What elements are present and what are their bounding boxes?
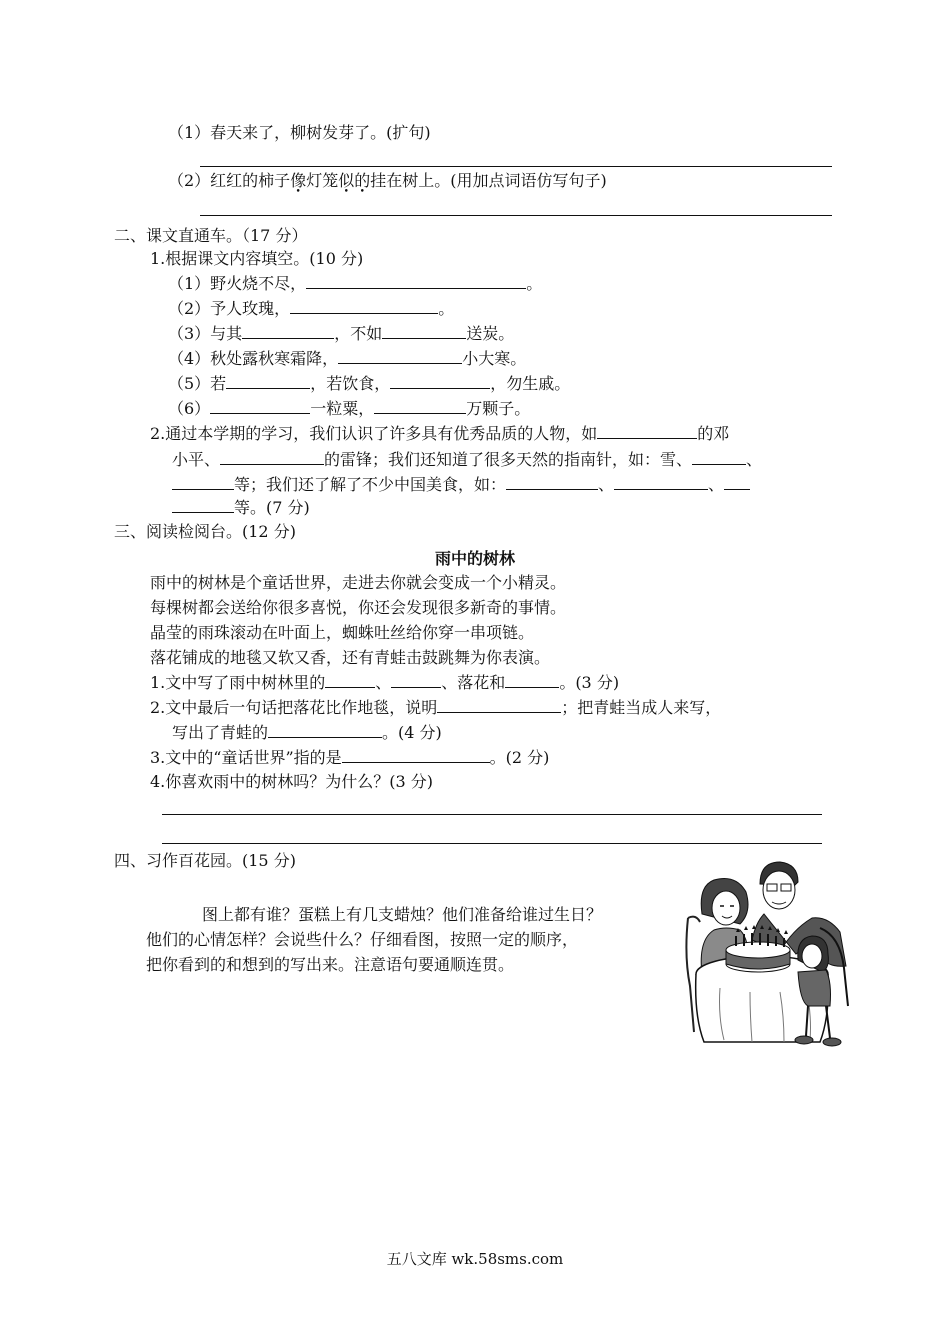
answer-line xyxy=(200,215,832,216)
sec2-question-2-line2: 小平、 的雷锋；我们还知道了很多天然的指南针，如：雪、 、 xyxy=(172,450,763,469)
footer-watermark: 五八文库 wk.58sms.com xyxy=(386,1250,564,1268)
reading-question-2-line2: 写出了青蛙的 。(4 分) xyxy=(172,723,442,742)
fill-item-1: （1）野火烧不尽， 。 xyxy=(168,274,543,293)
blank[interactable] xyxy=(390,372,490,389)
writing-prompt-line: 把你看到的和想到的写出来。注意语句要通顺连贯。 xyxy=(146,955,515,974)
dotted-word: 似 xyxy=(338,171,355,190)
reading-title: 雨中的树林 xyxy=(434,549,515,568)
fill-item-6: （6） 一粒粟， 万颗子。 xyxy=(168,399,531,418)
sec2-question-2-line3: 等；我们还了解了不少中国美食，如： 、 、 xyxy=(172,473,750,496)
blank[interactable] xyxy=(306,272,526,289)
answer-line xyxy=(200,166,832,167)
blank[interactable] xyxy=(382,322,466,339)
poem-line: 每棵树都会送给你很多喜悦，你还会发现很多新奇的事情。 xyxy=(150,598,567,617)
poem-line: 晶莹的雨珠滚动在叶面上，蜘蛛吐丝给你穿一串项链。 xyxy=(150,623,535,642)
reading-question-3: 3.文中的“童话世界”指的是 。(2 分) xyxy=(150,748,550,767)
blank[interactable] xyxy=(268,721,382,738)
birthday-family-illustration xyxy=(680,856,860,1052)
blank[interactable] xyxy=(614,473,708,490)
blank[interactable] xyxy=(226,372,310,389)
blank[interactable] xyxy=(210,397,310,414)
blank[interactable] xyxy=(505,671,559,688)
blank[interactable] xyxy=(220,448,324,465)
writing-prompt-line: 图上都有谁？蛋糕上有几支蜡烛？他们准备给谁过生日？ xyxy=(202,905,603,924)
blank[interactable] xyxy=(437,696,561,713)
blank[interactable] xyxy=(338,347,462,364)
blank[interactable] xyxy=(597,422,697,439)
blank[interactable] xyxy=(692,448,746,465)
blank[interactable] xyxy=(391,671,441,688)
q-imitate-sentence: （2）红红的柿子像灯笼似的挂在树上。(用加点词语仿写句子) xyxy=(168,171,607,190)
q-expand-sentence: （1）春天来了，柳树发芽了。(扩句) xyxy=(168,123,431,142)
blank[interactable] xyxy=(172,473,234,490)
section-2-header: 二、课文直通车。（17 分） xyxy=(114,226,308,245)
answer-line xyxy=(162,843,822,844)
sec2-question-2-line4: 等。(7 分) xyxy=(172,496,310,519)
answer-line xyxy=(162,814,822,815)
writing-prompt-line: 他们的心情怎样？会说些什么？仔细看图，按照一定的顺序， xyxy=(146,930,579,949)
section-4-header: 四、习作百花园。(15 分) xyxy=(114,851,296,870)
dotted-word: 像 xyxy=(290,171,307,190)
blank[interactable] xyxy=(374,397,466,414)
fill-item-2: （2）予人玫瑰， 。 xyxy=(168,299,455,318)
poem-line: 落花铺成的地毯又软又香，还有青蛙击鼓跳舞为你表演。 xyxy=(150,648,551,667)
blank[interactable] xyxy=(290,297,438,314)
fill-item-4: （4）秋处露秋寒霜降， 小大寒。 xyxy=(168,349,527,368)
section-3-header: 三、阅读检阅台。(12 分) xyxy=(114,522,296,541)
sec2-question-1: 1.根据课文内容填空。(10 分) xyxy=(150,249,364,268)
fill-item-5: （5）若 ，若饮食， ，勿生戚。 xyxy=(168,374,571,393)
sec2-question-2-line1: 2.通过本学期的学习，我们认识了许多具有优秀品质的人物，如 的邓 xyxy=(150,424,730,443)
blank[interactable] xyxy=(342,746,490,763)
blank[interactable] xyxy=(172,496,234,513)
blank[interactable] xyxy=(724,473,750,490)
dotted-word: 的 xyxy=(354,171,371,190)
poem-line: 雨中的树林是个童话世界，走进去你就会变成一个小精灵。 xyxy=(150,573,567,592)
reading-question-1: 1.文中写了雨中树林里的 、 、落花和 。(3 分) xyxy=(150,673,620,692)
fill-item-3: （3）与其 ，不如 送炭。 xyxy=(168,324,515,343)
blank[interactable] xyxy=(242,322,334,339)
blank[interactable] xyxy=(506,473,598,490)
reading-question-4: 4.你喜欢雨中的树林吗？为什么？(3 分) xyxy=(150,772,434,791)
blank[interactable] xyxy=(325,671,375,688)
reading-question-2-line1: 2.文中最后一句话把落花比作地毯，说明 ；把青蛙当成人来写， xyxy=(150,698,722,717)
